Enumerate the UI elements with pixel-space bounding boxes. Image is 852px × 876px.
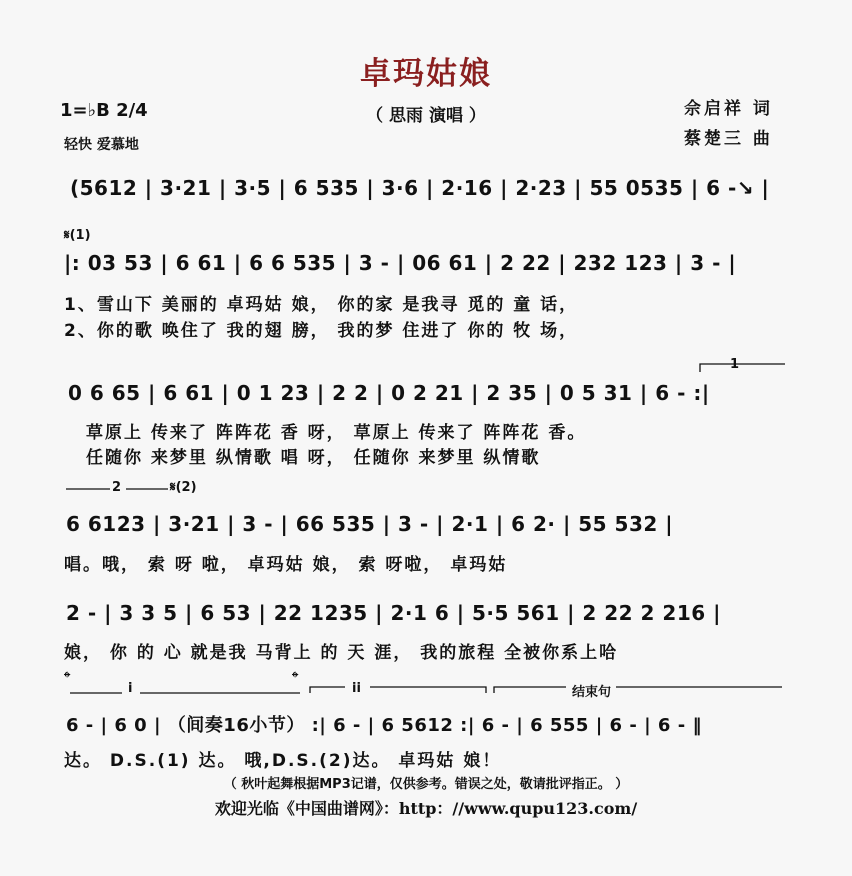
line-3-lyric: 唱。哦， 索 呀 啦， 卓玛姑 娘， 索 呀啦， 卓玛姑 xyxy=(64,555,508,575)
segno-1: 𝄋(1) xyxy=(64,228,91,243)
transcription-note: （ 秋叶起舞根据MP3记谱，仅供参考。错误之处，敬请批评指正。 ） xyxy=(223,777,629,792)
line-3-notes: 6 6123 | 3·21 | 3 - | 66 535 | 3 - | 2·1 | 6 2· | 55 532 | xyxy=(66,512,674,536)
lyricist: 佘启祥 词 xyxy=(684,99,773,119)
segno-2: 𝄋(2) xyxy=(170,480,197,495)
line-2-lyric-verse-2: 任随你 来梦里 纵情歌 唱 呀， 任随你 来梦里 纵情歌 xyxy=(86,448,541,468)
tempo-marking: 轻快 爱慕地 xyxy=(64,137,139,153)
line-1-lyric-verse-2: 2、你的歌 唤住了 我的翅 膀， 我的梦 住进了 你的 牧 场， xyxy=(64,321,579,341)
line-5-notes: 6 - | 6 0 | （间奏16小节） :| 6 - | 6 5612 :| 6 - | 6 555 | 6 - | 6 - ‖ xyxy=(66,715,702,736)
section-i-label: i xyxy=(128,681,133,696)
line-4-lyric: 娘， 你 的 心 就是我 马背上 的 天 涯， 我的旅程 全被你系上哈 xyxy=(64,643,619,663)
line-2-lyric-verse-1: 草原上 传来了 阵阵花 香 呀， 草原上 传来了 阵阵花 香。 xyxy=(86,423,587,443)
section-ii-label: ii xyxy=(352,681,361,696)
performer: （ 思雨 演唱 ） xyxy=(366,106,486,126)
line-1-notes: |: 03 53 | 6 61 | 6 6 535 | 3 - | 06 61 | 2 22 | 232 123 | 3 - | xyxy=(64,251,737,275)
composer: 蔡楚三 曲 xyxy=(684,129,773,149)
website-credit: 欢迎光临《中国曲谱网》：http：//www.qupu123.com/ xyxy=(214,799,638,818)
line-1-lyric-verse-1: 1、雪山下 美丽的 卓玛姑 娘， 你的家 是我寻 觅的 童 话， xyxy=(64,295,579,315)
line-4-notes: 2 - | 3 3 5 | 6 53 | 22 1235 | 2·1 6 | 5·5 561 | 2 22 2 216 | xyxy=(66,601,721,625)
song-title: 卓玛姑娘 xyxy=(360,56,492,92)
coda-sign-2: 𝄌 xyxy=(292,668,299,689)
line-5-lyric: 达。 D.S.(1) 达。 哦,D.S.(2)达。 卓玛姑 娘！ xyxy=(64,751,502,771)
intro-notes: (5612 | 3·21 | 3·5 | 6 535 | 3·6 | 2·16 | 2·23 | 55 0535 | 6 -↘ | xyxy=(70,176,770,200)
coda-sign-1: 𝄌 xyxy=(64,668,71,689)
key-signature: 1=♭B 2/4 xyxy=(60,100,148,121)
volta-1-label: 1 xyxy=(730,357,740,372)
volta-2-label: 2 xyxy=(112,480,122,495)
section-end-label: 结束句 xyxy=(572,685,612,700)
line-2-notes: 0 6 65 | 6 61 | 0 1 23 | 2 2 | 0 2 21 | 2 35 | 0 5 31 | 6 - :| xyxy=(68,381,710,405)
